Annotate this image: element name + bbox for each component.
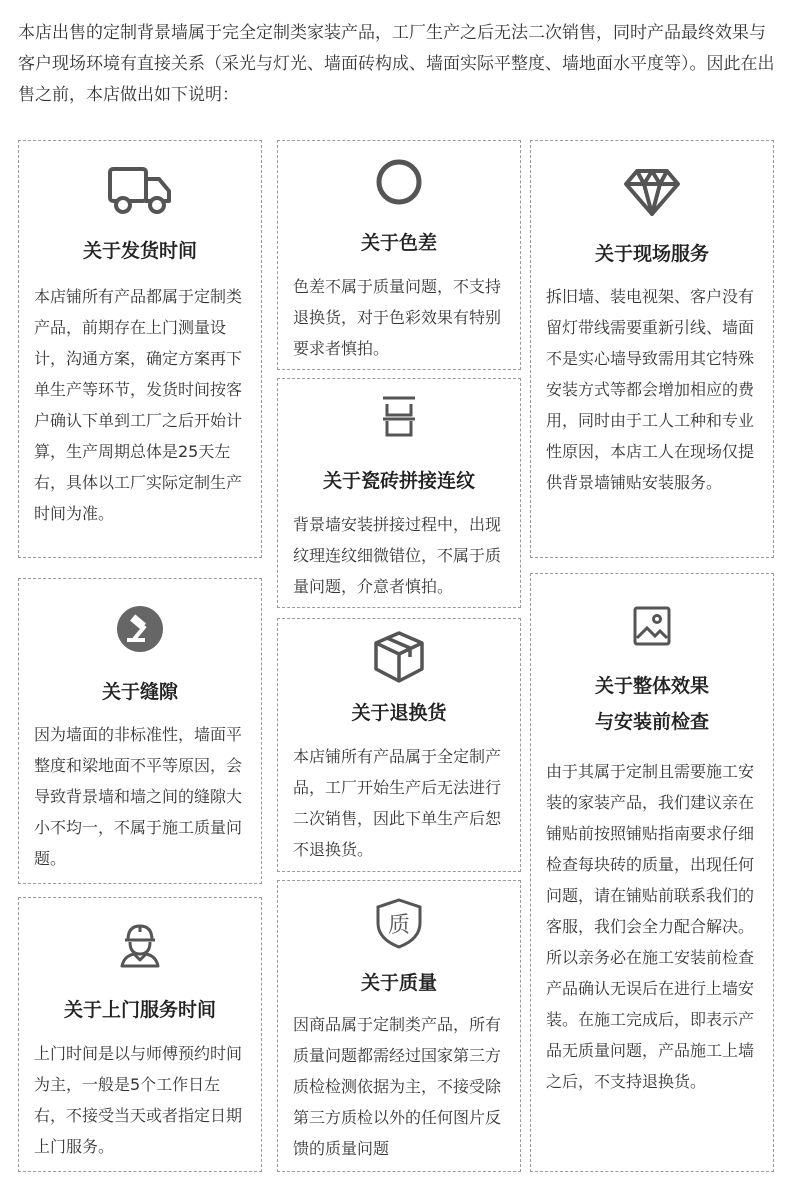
card-body: 上门时间是以与师傅预约时间为主，一般是5个工作日左右，不接受当天或者指定日期上门服务。 (34, 1044, 243, 1156)
hammer-icon (116, 605, 164, 653)
diamond-icon (623, 167, 681, 217)
card-title: 关于上门服务时间 (63, 999, 216, 1021)
card-title: 关于缝隙 (101, 681, 178, 703)
card-overall (530, 573, 774, 1172)
card-body: 本店铺所有产品都属于定制类产品，前期存在上门测量设计，沟通方案，确定方案再下单生产等环节，发货时间按客户确认下单到工厂之后开始计算，生产周期总体是25天左右，具体以工厂实际定制生产时间为准。 (34, 287, 243, 523)
circle-icon (374, 157, 424, 207)
card-visit (18, 897, 262, 1172)
image-icon (633, 606, 671, 646)
card-title: 关于质量 (360, 972, 437, 994)
worker-icon (118, 922, 162, 968)
card-body: 拆旧墙、装电视架、客户没有留灯带线需要重新引线、墙面不是实心墙导致需用其它特殊安装方式等都会增加相应的费用，同时由于工人工种和专业性原因，本店工人在现场仅提供背景墙铺贴安装服务。 (546, 287, 755, 492)
card-shipping (18, 140, 262, 558)
tile-joint-icon (377, 395, 421, 439)
card-body: 本店铺所有产品属于全定制产品，工厂开始生产后无法进行二次销售，因此下单生产后恕不退换货。 (293, 747, 502, 859)
card-tile (277, 378, 521, 608)
quality-icon-text: 质 (387, 913, 411, 938)
card-title: 关于退换货 (351, 702, 447, 724)
card-body: 色差不属于质量问题，不支持退换货，对于色彩效果有特别要求者慎拍。 (293, 277, 502, 358)
card-title: 关于色差 (360, 232, 437, 254)
card-quality (277, 880, 521, 1172)
card-color (277, 140, 521, 370)
quality-shield-icon (374, 897, 424, 949)
card-title: 关于现场服务 (594, 243, 709, 265)
intro-text: 本店出售的定制背景墙属于完全定制类家装产品，工厂生产之后无法二次销售，同时产品最终效果与客户现场环境有直接关系（采光与灯光、墙面砖构成、墙面实际平整度、墙地面水平度等）。因此在出售之前，本店做出如下说明： (18, 23, 775, 105)
box-icon (372, 629, 426, 685)
card-title: 关于瓷砖拼接连纹 (322, 470, 475, 492)
card-body: 由于其属于定制且需要施工安装的家装产品，我们建议亲在铺贴前按照铺贴指南要求仔细检查每块砖的质量，出现任何问题，请在铺贴前联系我们的客服，我们会全力配合解决。所以亲务必在施工安装前检查产品确认无误后在进行上墙安装。在施工完成后，即表示产品无质量问题，产品施工上墙之后，不支持退换货。 (546, 762, 755, 1091)
card-onsite (530, 140, 774, 558)
card-return (277, 618, 521, 872)
card-body: 因为墙面的非标准性，墙面平整度和梁地面不平等原因，会导致背景墙和墙之间的缝隙大小不均一，不属于施工质量问题。 (34, 725, 243, 868)
truck-icon (107, 163, 173, 217)
card-body: 背景墙安装拼接过程中，出现纹理连纹细微错位，不属于质量问题，介意者慎拍。 (293, 515, 502, 596)
card-gap (18, 578, 262, 884)
card-title-line1: 关于整体效果 (594, 675, 709, 697)
card-title-line2: 与安装前检查 (594, 711, 709, 733)
card-body: 因商品属于定制类产品，所有质量问题都需经过国家第三方质检检测依据为主，不接受除第三方质检以外的任何图片反馈的质量问题 (293, 1015, 502, 1158)
card-title: 关于发货时间 (82, 240, 197, 262)
